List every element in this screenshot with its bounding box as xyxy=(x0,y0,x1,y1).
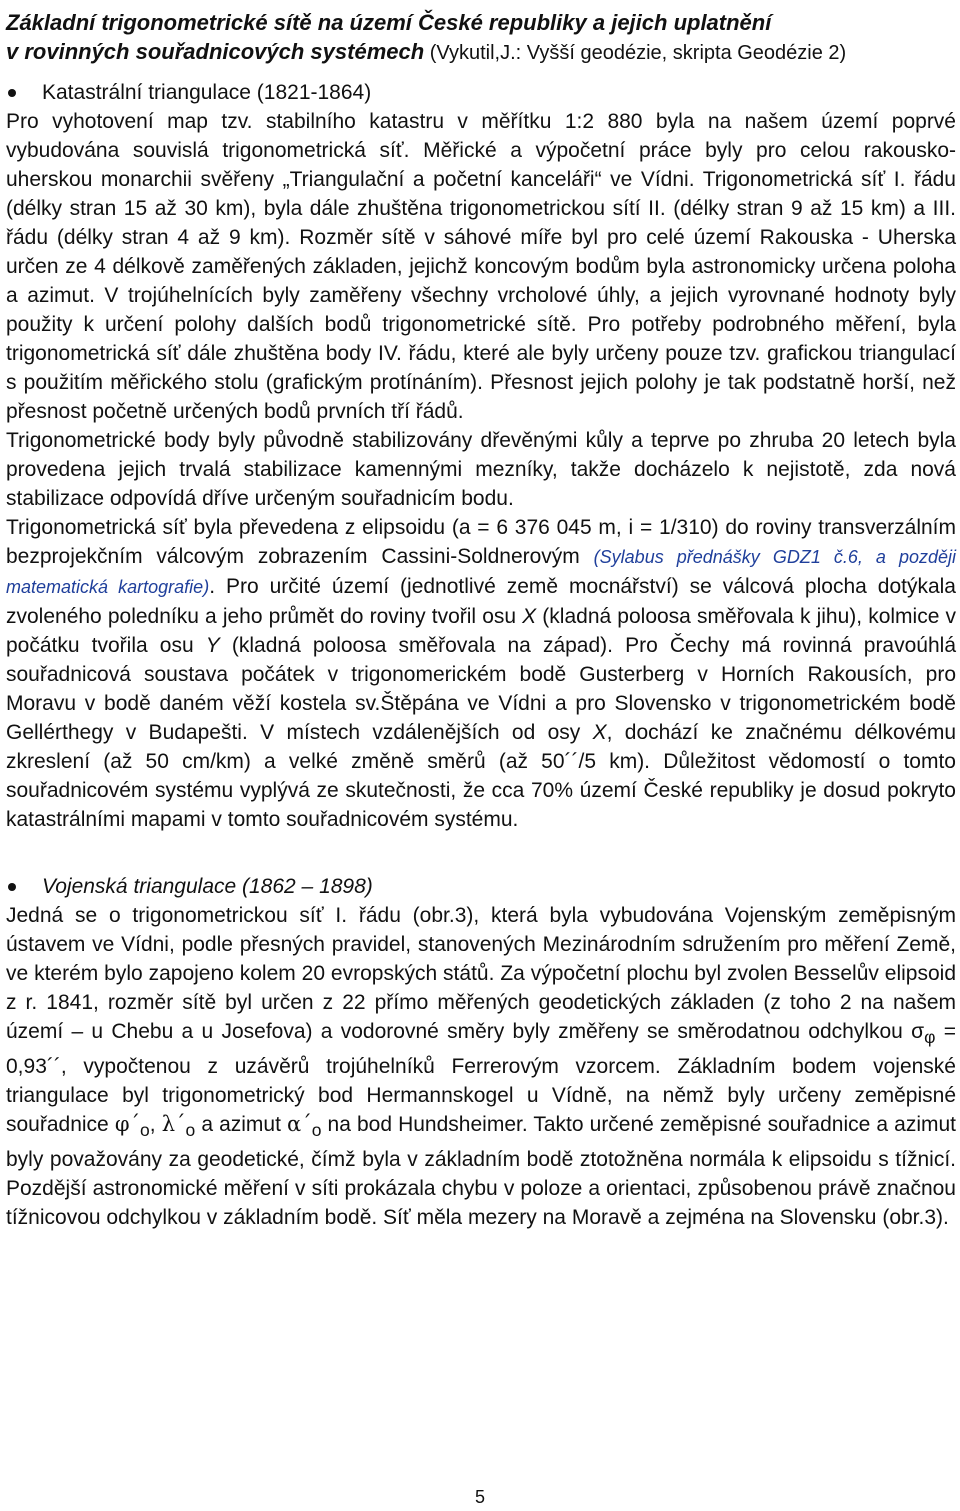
axis-symbol: Y xyxy=(205,634,220,657)
axis-symbol: X xyxy=(592,721,607,744)
bullet-icon xyxy=(8,883,16,891)
paragraph-text: . Pro určité území (jednotlivé země mocnářství) se válcová plocha dotýkala zvoleného poledníku a jeho průmět do roviny tvořil osu xyxy=(6,575,956,628)
title-line-2: v rovinných souřadnicových systémech xyxy=(6,39,425,64)
phi-symbol: φ´ xyxy=(114,1112,141,1137)
paragraph xyxy=(6,513,956,834)
paragraph-text: na bod Hundsheimer. Takto určené zeměpisné souřadnice a azimut byly považovány za geodetické, čímž byla v základním bodě ztotožněna normála k elipsoidu s tížnicí. Pozdější astronomické měření v síti prokázala chybu v poloze a orientaci, způsobenou právě značnou tížnicovou odchylkou v základním bodě. Síť měla mezery na Moravě a zejména na Slovensku (obr.3). xyxy=(6,1113,956,1230)
paragraph-text: Trigonometrická síť byla převedena z elipsoidu (a = 6 376 045 m, i = 1/310) do roviny transverzálním bezprojekčním válcovým zobrazením Cassini-Soldnerovým xyxy=(6,516,956,568)
section-heading-text: Katastrální triangulace (1821-1864) xyxy=(42,81,372,104)
syllabus-reference: (Sylabus přednášky GDZ1 č.6, a později matematická kartografie) xyxy=(6,547,956,597)
axis-symbol: X xyxy=(522,605,537,628)
paragraph-text: Jedná se o trigonometrickou síť I. řádu (obr.3), která byla vybudována Vojenským zeměpisným ústavem ve Vídni, podle přesných pravidel, stanovených Mezinárodním sdružením pro měření Země, ve kterém bylo zapojeno kolem 20 evropských států. Za výpočetní plochu byl zvolen Besselův elipsoid z r. 1841, rozměr sítě byl určen z 22 přímo měřených geodetických základen (z toho 2 na našem území – u Chebu a u Josefova) a vodorovné směry byly změřeny se směrodatnou odchylkou σ xyxy=(6,904,956,1043)
o-subscript: o xyxy=(140,1120,150,1141)
lambda-symbol: λ´ xyxy=(161,1112,186,1137)
section-heading-text: Vojenská triangulace (1862 – 1898) xyxy=(42,875,373,898)
o-subscript: o xyxy=(185,1120,196,1141)
phi-subscript: φ xyxy=(924,1027,936,1048)
o-subscript: o xyxy=(311,1120,322,1141)
paragraph: Trigonometrické body byly původně stabilizovány dřevěnými kůly a teprve po zhruba 20 letech byla provedena jejich trvalá stabilizace kamennými mezníky, takže docházelo k nejistotě, zda nová stabilizace odpovídá dříve určeným souřadnicím bodu. xyxy=(6,429,956,510)
page-number: 5 xyxy=(474,1487,485,1507)
separator: , xyxy=(149,1113,162,1137)
section-heading-military xyxy=(6,872,956,901)
title-reference: (Vykutil,J.: Vyšší geodézie, skripta Geodézie 2) xyxy=(424,42,847,64)
title-line-1: Základní trigonometrické sítě na území České republiky a jejich uplatnění xyxy=(6,10,772,35)
alpha-symbol: α´ xyxy=(287,1112,312,1137)
document-page xyxy=(6,0,956,1232)
paragraph-text: (kladná poloosa směřovala k jihu), kolmice v počátku tvořila osu xyxy=(6,605,956,657)
paragraph-text: a azimut xyxy=(195,1113,288,1137)
paragraph-text: (kladná poloosa směřovala na západ). Pro Čechy má rovinná pravoúhlá souřadnicová soustava počátek v trigonomerickém bodě Gusterberg v Horních Rakousích, pro Moravu v bodě daném věží kostela sv.Štěpána ve Vídni a pro Slovensko v trigonometrickém bodě Gellérthegy v Budapešti. V místech vzdálenějších od osy xyxy=(6,634,956,744)
document-title xyxy=(6,8,956,68)
paragraph-text: , dochází ke značnému délkovému zkreslení (až 50 cm/km) a velké změně směrů (až 50´´/5 km). Důležitost vědomostí o tomto souřadnicovém systému vyplývá ze skutečnosti, že cca 70% území České republiky je dosud pokryto katastrálními mapami v tomto souřadnicovém systému. xyxy=(6,721,956,831)
paragraph xyxy=(6,901,956,1232)
bullet-icon xyxy=(8,89,16,97)
paragraph: Pro vyhotovení map tzv. stabilního katastru v měřítku 1:2 880 byla na našem území poprvé vybudována souvislá trigonometrická síť. Měřické a výpočetní práce byly pro celou rakousko-uherskou monarchii svěřeny „Triangulační a početní kanceláři“ ve Vídni. Trigonometrická síť I. řádu (délky stran 15 až 30 km), byla dále zhuštěna trigonometrickou sítí II. (délky stran 9 až 15 km) a III. řádu (délky stran 4 až 9 km). Rozměr sítě v sáhové míře byl pro celé území Rakouska - Uherska určen ze 4 délkově zaměřených základen, jejichž koncovým bodům byla astronomicky určena poloha a azimut. V trojúhelnících byly zaměřeny všechny vrcholové úhly, a jejich vyrovnané hodnoty byly použity k určení polohy dalších bodů trigonometrické sítě. Pro potřeby podrobného měření, byla trigonometrická síť dále zhuštěna body IV. řádu, které ale byly určeny pouze tzv. grafickou triangulací s použitím měřického stolu (grafickým protínáním). Přesnost jejich polohy je tak podstatně horší, než přesnost početně určených bodů prvních tří řádů. xyxy=(6,110,956,423)
paragraph-text: = 0,93´´, vypočtenou z uzávěrů trojúhelníků Ferrerovým vzorcem. Základním bodem vojenské triangulace byl trigonometrický bod Hermannskogel u Vídně, na němž byly určeny zeměpisné souřadnice xyxy=(6,1020,956,1137)
section-heading-cadastral xyxy=(6,78,956,107)
